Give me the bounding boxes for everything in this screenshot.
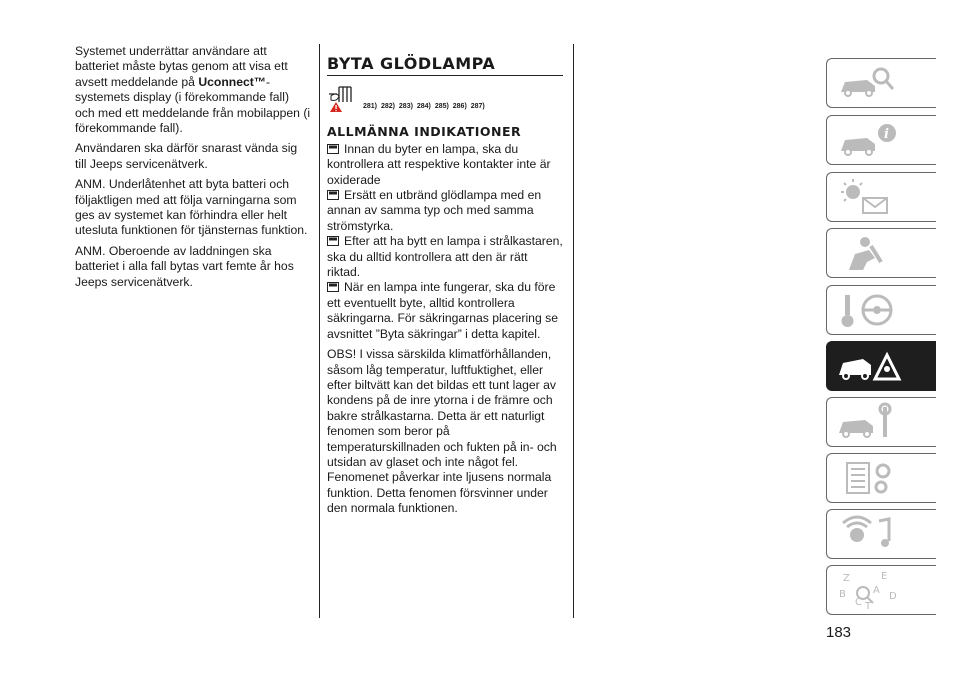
paragraph-text: Systemet underrättar användare att batteriet måste bytas genom att visa ett avsett meddelande på <box>75 44 288 89</box>
warning-light-message-icon <box>835 176 905 218</box>
svg-text:i: i <box>884 127 889 142</box>
tab-index[interactable] <box>826 565 936 615</box>
list-item <box>327 234 563 280</box>
tab-technical-data[interactable] <box>826 453 936 503</box>
battery-note-1: ANM. Underlåtenhet att byta batteri och följaktligen med att följa varningarna som ges av systemet kan förhindra eller helt utesluta funktionen för tjänsternas funktion. <box>75 177 308 238</box>
index-letter: A <box>873 585 880 596</box>
section-subtitle: ALLMÄNNA INDIKATIONER <box>327 124 522 140</box>
battery-paragraph-2: Användaren ska därför snarast vända sig till Jeeps servicenätverk. <box>75 141 298 171</box>
list-item <box>327 188 563 234</box>
list-item-text: Innan du byter en lampa, ska du kontrollera att respektive kontakter inte är oxiderade <box>327 141 551 187</box>
battery-paragraph-1 <box>75 44 311 136</box>
car-search-icon <box>835 62 905 104</box>
paragraph-text: -systemets display (i förekommande fall) och med ett meddelande från mobilappen (i förekommande fall). <box>75 74 311 136</box>
tab-safety[interactable] <box>826 228 936 278</box>
bullet-icon <box>327 144 341 154</box>
warning-refs-row <box>327 84 563 114</box>
tab-emergency[interactable] <box>826 341 936 391</box>
note-paragraph: OBS! I vissa särskilda klimatförhållanden, såsom låg temperatur, luftfuktighet, eller efter biltvätt kan det bildas ett tunt lager av kondens på de inre ytorna i de främre och bakre strålkastarna. Detta är ett naturligt fenomen som beror på temperaturskillnaden och fukten på in- och utsidan av glaset och inte något fel. Fenomenet påverkar inte ljusens normala funktion. Detta fenomen försvinner under den normala funktionen. <box>327 347 557 516</box>
tab-starting-driving[interactable] <box>826 285 936 335</box>
index-letter: T <box>865 601 872 611</box>
warning-references: 281) 282) 283) 284) 285) 286) 287) <box>363 103 485 110</box>
index-letter: C <box>855 597 862 608</box>
key-steering-wheel-icon <box>835 289 905 331</box>
multimedia-music-icon <box>835 513 905 555</box>
column-divider <box>319 44 320 618</box>
index-letter: B <box>839 589 846 600</box>
list-item-text: När en lampa inte fungerar, ska du före ett eventuellt byte, alltid kontrollera säkringarna. För säkringarnas placering se avsnittet ”Byta säkringar” i detta kapitel. <box>327 280 558 341</box>
index-letter: E <box>881 571 888 582</box>
bulb-warning-icon <box>327 84 355 114</box>
airbag-person-icon <box>835 232 905 274</box>
alphabetical-index-icon <box>835 569 905 611</box>
list-item <box>327 142 563 188</box>
list-item-text: Ersätt en utbränd glödlampa med en annan av samma typ och med samma strömstyrka. <box>327 188 542 233</box>
page-number: 183 <box>826 624 852 641</box>
car-breakdown-warning-icon <box>835 345 905 387</box>
left-column <box>75 44 311 295</box>
list-item <box>327 280 563 342</box>
bullet-icon <box>327 190 341 200</box>
tab-car-search[interactable] <box>826 58 936 108</box>
section-title: BYTA GLÖDLAMPA <box>327 56 563 76</box>
tab-car-info[interactable] <box>826 115 936 165</box>
index-letter: D <box>889 591 897 602</box>
bullet-icon <box>327 236 341 246</box>
tab-maintenance[interactable] <box>826 397 936 447</box>
uconnect-brand: Uconnect™ <box>198 74 267 89</box>
battery-note-2: ANM. Oberoende av laddningen ska batteriet i alla fall bytas vart femte år hos Jeeps servicenätverk. <box>75 243 294 289</box>
specs-gear-icon <box>835 457 905 499</box>
column-divider <box>573 44 574 618</box>
bullet-icon <box>327 282 341 292</box>
tab-warning-lights[interactable] <box>826 172 936 222</box>
index-letter: Z <box>843 573 850 584</box>
car-wrench-icon <box>835 401 905 443</box>
list-item-text: Efter att ha bytt en lampa i strålkastaren, ska du alltid kontrollera att den är rätt riktad. <box>327 234 563 280</box>
tab-multimedia[interactable] <box>826 509 936 559</box>
car-info-icon <box>835 119 905 161</box>
right-column <box>327 44 563 522</box>
